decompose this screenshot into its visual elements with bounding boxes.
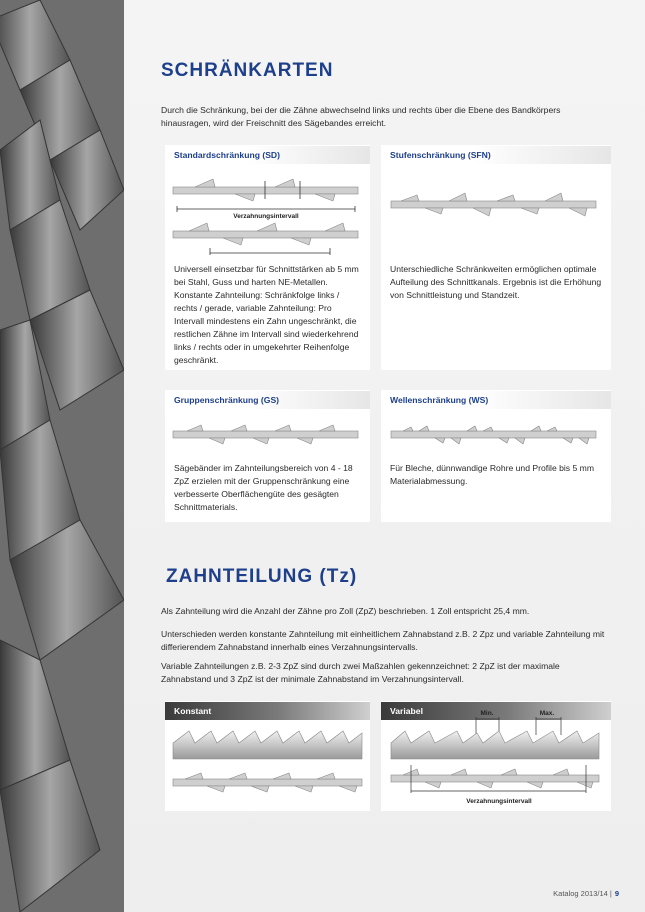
page-footer [553,889,619,898]
box-group-set [165,390,370,522]
box-title-ws: Wellenschränkung (WS) [381,390,611,409]
max-label: Max. [539,710,555,717]
gs-set-diagram [165,420,370,450]
section-intro: Durch die Schränkung, bei der die Zähne abwechselnd links und rechts über die Ebene des Bandkörpers hinausragen, wird der Freischnitt des Sägebandes erreicht. [161,105,561,128]
section-title-schraenkarten: SCHRÄNKARTEN [161,60,334,81]
pitch-paragraph-1: Als Zahnteilung wird die Anzahl der Zähne pro Zoll (ZpZ) beschrieben. 1 Zoll entspricht 25,4 mm. [161,606,530,616]
section-title-zahnteilung: ZAHNTEILUNG (Tz) [166,566,358,587]
pitch-paragraph-3: Variable Zahnteilungen z.B. 2-3 ZpZ sind durch zwei Maßzahlen gekennzeichnet: 2 ZpZ ist der maximale Zahnabstand und 3 ZpZ ist der minimale Zahnabstand im Verzahnungsintervall. [161,661,560,684]
box-title-gs: Gruppenschränkung (GS) [165,390,370,409]
box-title-konstant: Konstant [165,701,370,720]
box-wave-set [381,390,611,522]
box-text-gs: Sägebänder im Zahnteilungsbereich von 4 - 18 ZpZ erzielen mit der Gruppenschränkung eine verbesserte Oberflächengüte des gesägten Schnittmaterials. [174,463,353,512]
variable-pitch-diagram [381,701,611,811]
box-step-set [381,145,611,370]
sd-set-diagram [165,173,370,263]
box-text-sd: Universell einsetzbar für Schnittstärken ab 5 mm bei Stahl, Guss und harten NE-Metallen. Konstante Zahnteilung: Schränkfolge links / rechts / gerade, variable Zahnteilung: Pro Intervall mindestens ein Zahn ungeschränkt, die restlichen Zähne im Intervall sind wiederkehrend links / rechts oder in umgekehrter Reihenfolge geschränkt. [174,264,359,365]
box-title-variabel: Variabel [381,701,611,720]
box-standard-set [165,145,370,370]
saw-blade-photo [0,0,124,912]
box-title-sd: Standardschränkung (SD) [165,145,370,164]
sd-interval-label: Verzahnungsintervall [233,213,299,220]
page-number: 9 [614,889,619,898]
box-text-ws: Für Bleche, dünnwandige Rohre und Profile bis 5 mm Materialabmessung. [390,463,594,486]
box-title-sfn: Stufenschränkung (SFN) [381,145,611,164]
box-constant-pitch [165,701,370,811]
box-variable-pitch [381,701,611,811]
ws-set-diagram [381,420,611,450]
min-label: Min. [480,710,494,717]
catalog-label: Katalog 2013/14 | [553,889,612,898]
sfn-set-diagram [381,185,611,225]
constant-pitch-diagram [165,721,370,811]
box-text-sfn: Unterschiedliche Schränkweiten ermöglichen optimale Aufteilung des Schnittkanals. Ergebnis ist die Erhöhung von Schnittleistung und Standzeit. [390,264,602,300]
variable-interval-label: Verzahnungsintervall [466,798,532,805]
pitch-paragraph-2: Unterschieden werden konstante Zahnteilung mit einheitlichem Zahnabstand z.B. 2 Zpz und variable Zahnteilung mit differierendem Zahnabstand innerhalb eines Verzahnungsintervalls. [161,629,605,652]
